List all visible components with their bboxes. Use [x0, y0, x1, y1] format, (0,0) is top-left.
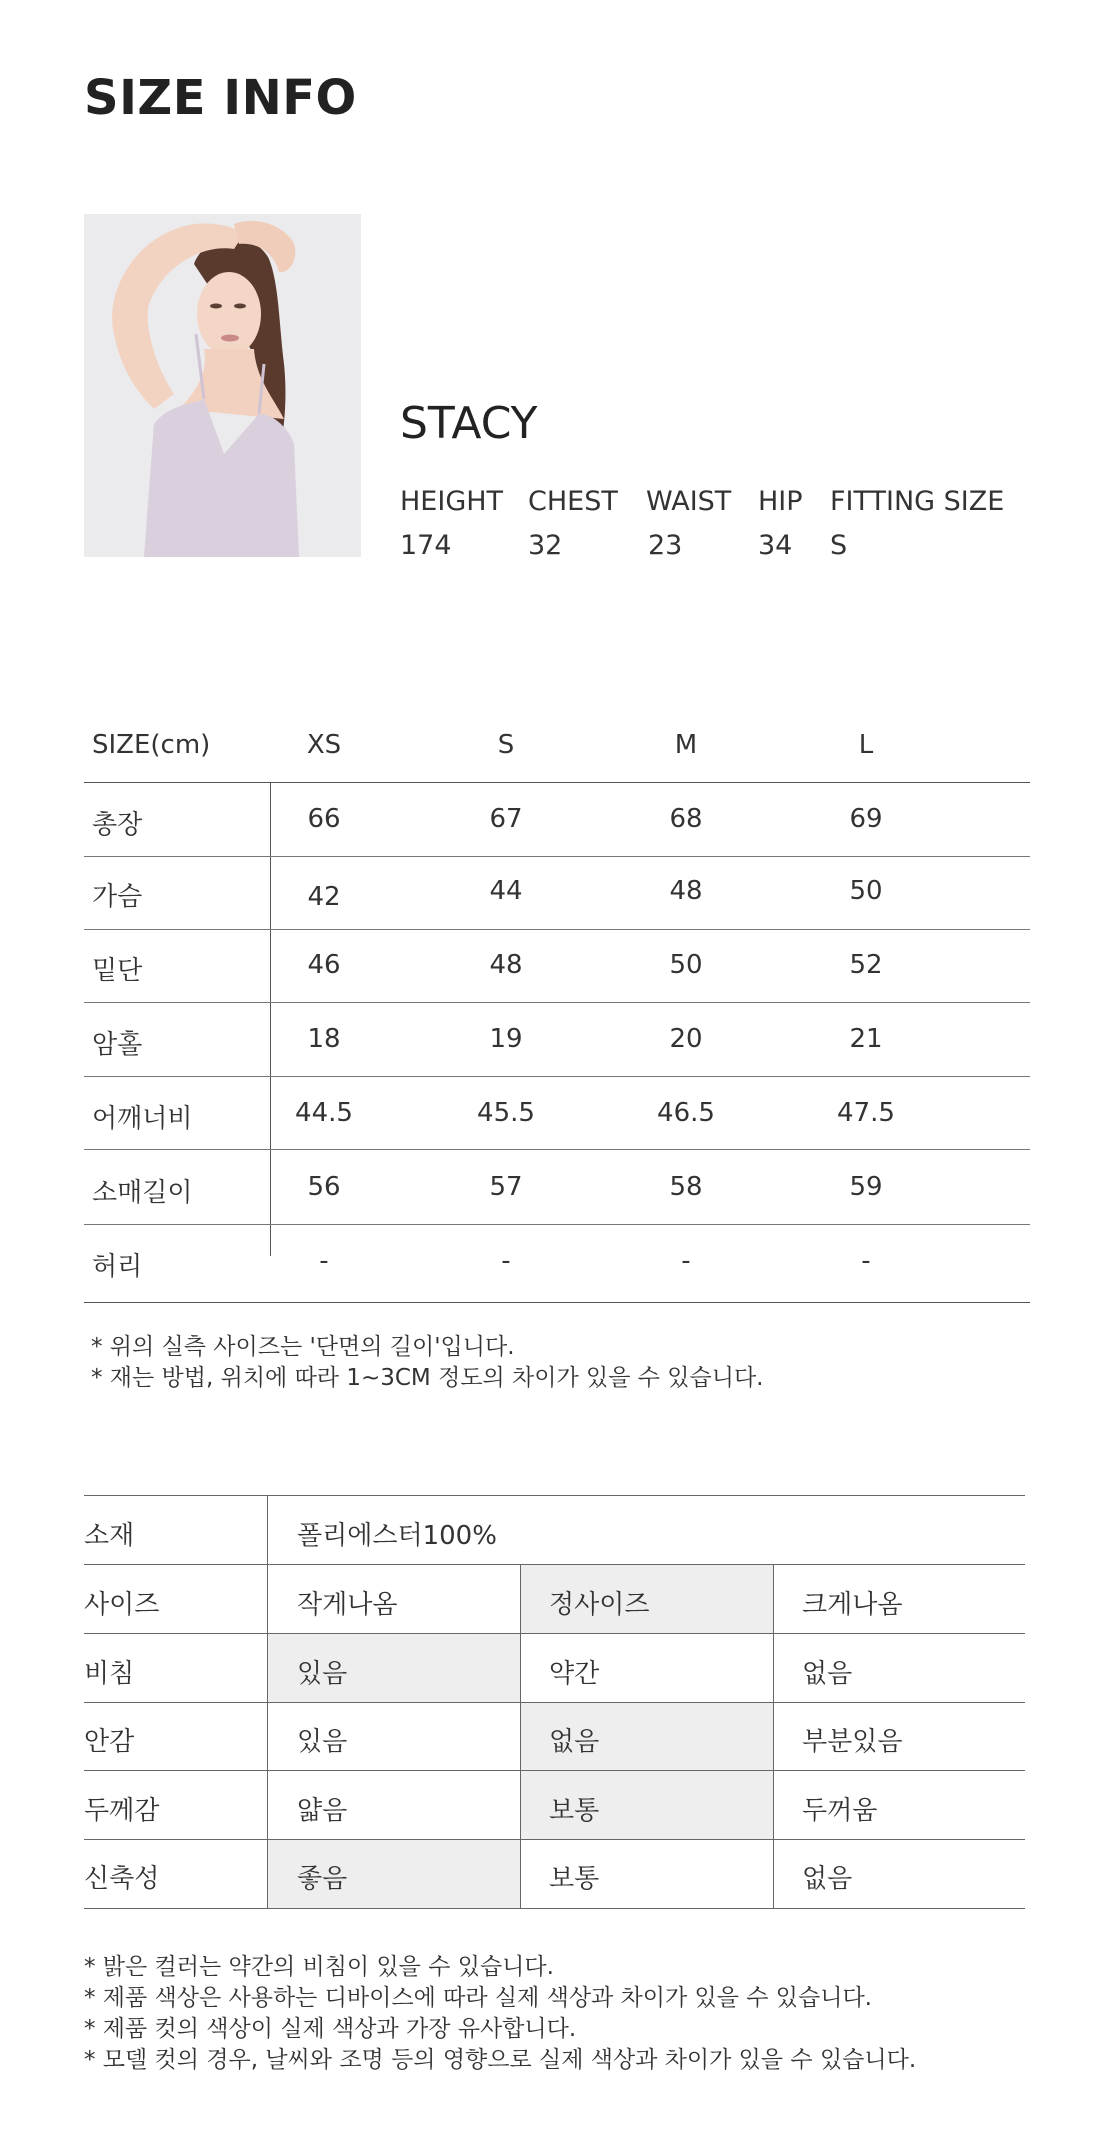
cell-value: 45.5	[477, 1098, 535, 1128]
stat-value-waist: 23	[648, 530, 683, 561]
row-label: 가슴	[92, 882, 143, 912]
color-note: * 모델 컷의 경우, 날씨와 조명 등의 영향으로 실제 색상과 차이가 있을 수 있습니다.	[84, 2047, 917, 2073]
row-label: 총장	[92, 810, 143, 840]
stat-label-height: HEIGHT	[400, 486, 504, 517]
color-note: * 밝은 컬러는 약간의 비침이 있을 수 있습니다.	[84, 1954, 554, 1980]
stat-value-hip: 34	[758, 530, 793, 561]
fabric-value: 폴리에스터100%	[297, 1521, 497, 1551]
row-divider	[84, 1076, 1030, 1077]
row-divider	[84, 1495, 1025, 1496]
size-note: * 위의 실측 사이즈는 '단면의 길이'입니다.	[91, 1334, 515, 1360]
fit-option-selected: 보통	[549, 1796, 600, 1826]
size-table-vdivider	[270, 1020, 271, 1256]
row-divider	[84, 1908, 1025, 1909]
cell-value: -	[681, 1246, 691, 1276]
row-divider	[84, 856, 1030, 857]
model-name: STACY	[400, 398, 538, 449]
row-label: 소매길이	[92, 1178, 193, 1208]
fit-row-label: 사이즈	[84, 1590, 160, 1620]
size-header-l: L	[858, 730, 874, 760]
size-header-xs: XS	[306, 730, 342, 760]
cell-value: 47.5	[837, 1098, 895, 1128]
row-divider	[84, 1770, 1025, 1771]
fit-row-label: 비침	[84, 1659, 135, 1689]
color-note: * 제품 컷의 색상이 실제 색상과 가장 유사합니다.	[84, 2016, 577, 2042]
cell-value: 50	[669, 950, 703, 980]
color-note: * 제품 색상은 사용하는 디바이스에 따라 실제 색상과 차이가 있을 수 있습니다.	[84, 1985, 872, 2011]
fit-option: 두꺼움	[802, 1796, 878, 1826]
cell-value: 46.5	[657, 1098, 715, 1128]
row-divider	[84, 1002, 1030, 1003]
size-header-m: M	[674, 730, 698, 760]
size-header-s: S	[497, 730, 515, 760]
fit-option-selected: 좋음	[297, 1864, 348, 1894]
fit-row-label: 신축성	[84, 1864, 160, 1894]
fit-option-selected: 정사이즈	[549, 1590, 650, 1620]
cell-value: -	[861, 1246, 871, 1276]
stat-label-chest: CHEST	[528, 486, 618, 517]
cell-value: 66	[307, 804, 341, 834]
stat-value-fitting-size: S	[830, 530, 848, 561]
fit-option: 있음	[297, 1727, 348, 1757]
fit-option: 없음	[802, 1659, 853, 1689]
cell-value: 20	[669, 1024, 703, 1054]
row-divider	[84, 1149, 1030, 1150]
column-divider	[773, 1564, 774, 1908]
cell-value: 59	[849, 1172, 883, 1202]
model-photo	[84, 214, 361, 557]
fit-option-selected: 있음	[297, 1659, 348, 1689]
size-table-header	[84, 730, 1030, 770]
cell-value: 44.5	[295, 1098, 353, 1128]
fit-option: 크게나옴	[802, 1590, 903, 1620]
fit-option: 보통	[549, 1864, 600, 1894]
fit-option: 얇음	[297, 1796, 348, 1826]
fit-row-label: 두께감	[84, 1796, 160, 1826]
size-table-divider	[84, 782, 1030, 783]
cell-value: 69	[849, 804, 883, 834]
cell-value: 50	[849, 876, 883, 906]
cell-value: 68	[669, 804, 703, 834]
cell-value: 52	[849, 950, 883, 980]
size-table-bottom-line	[84, 1302, 1030, 1303]
cell-value: 42	[307, 882, 341, 912]
row-divider	[84, 1224, 1030, 1225]
row-label: 허리	[92, 1252, 143, 1282]
cell-value: 48	[489, 950, 523, 980]
size-note: * 재는 방법, 위치에 따라 1~3CM 정도의 차이가 있을 수 있습니다.	[91, 1365, 764, 1391]
row-divider	[84, 1839, 1025, 1840]
stat-value-chest: 32	[528, 530, 563, 561]
size-header-label: SIZE(cm)	[92, 730, 211, 760]
row-divider	[84, 929, 1030, 930]
cell-value: 57	[489, 1172, 523, 1202]
row-divider	[84, 1702, 1025, 1703]
cell-value: 46	[307, 950, 341, 980]
cell-value: 18	[307, 1024, 341, 1054]
cell-value: 44	[489, 876, 523, 906]
cell-value: 67	[489, 804, 523, 834]
cell-value: -	[319, 1246, 329, 1276]
cell-value: 58	[669, 1172, 703, 1202]
cell-value: -	[501, 1246, 511, 1276]
fabric-label: 소재	[84, 1521, 135, 1551]
page-title: SIZE INFO	[84, 70, 357, 126]
fit-option: 약간	[549, 1659, 600, 1689]
cell-value: 21	[849, 1024, 883, 1054]
row-label: 밑단	[92, 956, 143, 986]
stat-value-height: 174	[400, 530, 452, 561]
row-divider	[84, 1633, 1025, 1634]
fit-option: 부분있음	[802, 1727, 903, 1757]
fit-option: 작게나옴	[297, 1590, 398, 1620]
fit-row-label: 안감	[84, 1727, 135, 1757]
stat-label-hip: HIP	[758, 486, 803, 517]
cell-value: 19	[489, 1024, 523, 1054]
row-label: 암홀	[92, 1030, 143, 1060]
column-divider	[520, 1564, 521, 1908]
column-divider	[267, 1495, 268, 1908]
fit-option: 없음	[802, 1864, 853, 1894]
row-divider	[84, 1564, 1025, 1565]
stat-label-waist: WAIST	[646, 486, 732, 517]
cell-value: 56	[307, 1172, 341, 1202]
row-label: 어깨너비	[92, 1104, 193, 1134]
stat-label-fitting-size: FITTING SIZE	[830, 486, 1005, 517]
cell-value: 48	[669, 876, 703, 906]
fit-option-selected: 없음	[549, 1727, 600, 1757]
